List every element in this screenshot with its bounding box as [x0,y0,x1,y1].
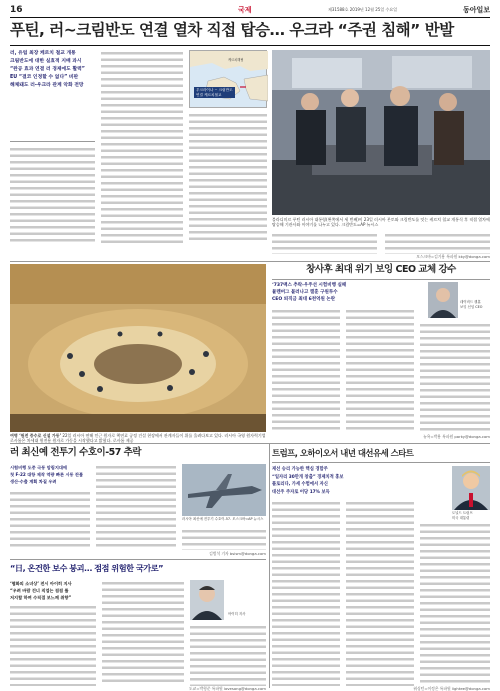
section-divider-2 [10,443,490,444]
body-putin-col3 [189,112,267,244]
caption-aichi: 아이히 지사 [228,612,246,616]
masthead-rule [10,17,490,18]
portrait-calhoun [428,282,458,318]
byline-a5: 워싱턴=이정은 특파원 lightee@donga.com [413,686,490,691]
headline-putin: 푸틴, 러~크림반도 연결 열차 직접 탑승… 우크라 “주권 침해” 반발 [10,21,454,39]
issue-info: 제31588호 2019년 12월 25일 수요일 [328,7,398,12]
photo-putin-train [272,50,490,215]
body-putin-col5 [385,232,490,254]
headline-japan: “日, 온건한 보수 붕괴… 점점 위험한 국가로” [10,563,163,573]
body-putin-col1 [10,146,95,244]
caption-su57: 러시아 최신예 전투기 수호이-57. 모스크바=AP 뉴시스 [182,517,264,521]
column-separator [269,443,270,688]
body-putin-col4 [272,232,377,254]
portrait-trump-svg [452,466,490,510]
deck-japan: ‘협화의 소녀상’ 전시 아이히 지사 “우려 바람 건너 직업는 점점 틀 저지할 하며 수직접 보느께 취향” [10,581,72,600]
deck-putin [10,50,95,142]
caption-calhoun: 데이비드 캘훈 보잉 신임 CEO [460,300,483,309]
byline-a4: 도쿄=박형준 특파원 lovesong@donga.com [188,686,266,691]
map-label: 우크라이나 ~ 크림반도 연결 케르치철교 [196,88,233,97]
section-label: 국제 [238,6,252,14]
byline-a2: 뉴욕=박용 특파원 parky@donga.com [423,434,490,439]
body-trump-col2 [346,500,414,686]
byline-a1: 모스크바=김기용 특파원 kky@donga.com [416,254,490,259]
portrait-trump [452,466,490,510]
section-divider-3 [10,559,266,560]
photo-reactor [10,264,266,432]
photo-putin-train-svg [272,50,490,215]
headline-boeing-rule [272,279,490,280]
body-boeing-col2 [346,308,414,432]
deck-putin-text: 러, 유럽 최장 케르치 철교 개통 크림반도에 대한 실효적 지배 과시 “완공 효과 연결 러 경제에도 활력” EU “결코 인정할 수 없다” 비판 해체돼도 러-우크라 관계 악화 전망 [10,51,85,88]
caption-trump: 도널드 트럼프 미국 대통령 [452,511,473,520]
body-japan-col3 [190,624,266,686]
body-boeing-col3 [420,322,490,432]
deck-trump: 재선 승리 가능한 핵심 경합주 “일자리 30만개 창출” 경제치적 홍보 플로리다, 가세 수험에서 자신 대선주 주자로 어당 17% 보득 [272,467,344,495]
portrait-aichi [190,580,224,620]
caption-reactor [10,433,266,443]
caption-reactor-prefix: 여명 ‘원전 증수로 신설 가동’ [10,433,62,438]
headline-trump-rule [272,462,490,463]
page-number: 16 [10,5,23,15]
caption-reactor-text: 22일 러시아 연해 인근 원자로 핵연료 공정 건설 현장에서 관계자들이 위를 올려다보고 있다. 러시아 국영 원자력기업 로사톰은 차세대 원전용 원자로 가동을 시작했다고 밝혔다. 로사톰 제공 [10,433,266,443]
headline-rule [10,45,490,46]
headline-boeing: 창사후 최대 위기 보잉 CEO 교체 강수 [306,264,456,275]
headline-su57: 러 최신예 전투기 수호이-57 추락 [10,447,142,458]
photo-su57 [182,464,266,516]
body-japan-col2 [102,580,184,686]
body-japan-col1 [10,604,96,686]
body-trump-col1 [272,500,340,686]
portrait-calhoun-svg [428,282,458,318]
map-tag: 케르치해협 [228,58,244,62]
paper-name: 동아일보 [462,5,490,14]
headline-trump: 트럼프, 오하이오서 내년 대선유세 스타트 [272,448,414,458]
photo-su57-svg [182,464,266,516]
deck-su57: 시험비행 도중 극동 암림지대에 첫 F-22 대항 제작 역량 빠른 시동 잔불 생산·수출 계획 차질 우려 [10,465,84,484]
body-boeing-col1 [272,308,340,432]
body-su57-col3 [182,528,266,550]
section-divider-1 [10,261,490,262]
portrait-aichi-svg [190,580,224,620]
deck-boeing: ‘737맥스 추락-우주선 시험비행 실패 뮬렌버그 불러나고 캘훈 구원투수 CEO 퇴직금 최대 6천억원 논란 [272,283,347,302]
body-su57-col2 [96,464,176,550]
map-crimea [189,50,267,108]
body-putin-col2 [101,50,183,244]
photo-reactor-svg [10,264,266,432]
body-trump-col3 [420,522,490,686]
byline-a3: 김범석 기자 bsism@donga.com [209,551,266,556]
body-su57-col1 [10,490,90,550]
caption-putin: 블라디미르 푸틴 러시아 대통령(왼쪽에서 세 번째)이 23일 러시아 본토와 크림반도를 잇는 케르치 철교 개통식 후 직접 열차에 탑승해 기관사와 이야기를 나누고 있다. 크림반도=AP 뉴시스 [272,217,490,227]
